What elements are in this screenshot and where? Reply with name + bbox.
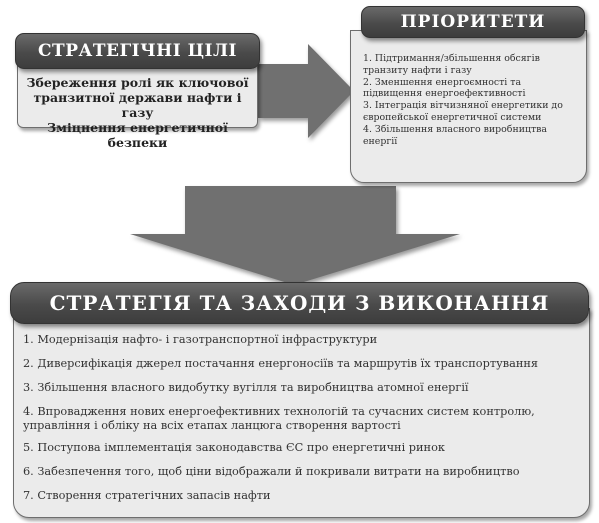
strategy-item: 1. Модернізація нафто- і газотранспортної інфраструктури xyxy=(23,333,378,346)
goal-line: Збереження ролі як ключової xyxy=(26,75,249,90)
strategic-goals-text xyxy=(18,75,257,150)
priority-item: 3. Інтеграція вітчизняної енергетики до європейської енергетичної системи xyxy=(363,100,563,123)
goal-line: транзитної держави нафти і газу xyxy=(33,90,242,120)
strategy-panel xyxy=(13,308,590,518)
priority-item: 2. Зменшення енергоємності та підвищення енергоефективності xyxy=(363,76,526,100)
priority-item: 4. Збільшення власного виробництва енергії xyxy=(363,123,548,147)
right-arrow xyxy=(258,44,358,144)
strategy-item: 5. Поступова імплементація законодавства ЄС про енергетичні ринок xyxy=(23,441,445,454)
priorities-panel xyxy=(350,30,587,183)
strategy-item: 4. Впровадження нових енергоефективних технологій та сучасних систем контролю, управління і обліку на всіх етапах ланцюга створення вартості xyxy=(23,405,535,432)
priority-item: 1. Підтримання/збільшення обсягів транзиту нафти і газу xyxy=(363,53,540,76)
strategy-item: 3. Збільшення власного видобутку вугілля та виробництва атомної енергії xyxy=(23,381,469,394)
strategic-goals-panel xyxy=(17,60,258,150)
strategy-item: 6. Забезпечення того, щоб ціни відображали й покривали витрати на виробництво xyxy=(23,465,520,478)
strategy-item: 7. Створення стратегічних запасів нафти xyxy=(23,489,271,502)
goal-line: Зміцнення енергетичної безпеки xyxy=(47,120,228,150)
priorities-list xyxy=(363,53,580,147)
strategy-title: СТРАТЕГІЯ ТА ЗАХОДИ З ВИКОНАННЯ xyxy=(10,282,589,324)
priorities-title: ПРІОРИТЕТИ xyxy=(361,6,585,38)
strategy-item: 2. Диверсифікація джерел постачання енергоносіїв та маршрутів їх транспортування xyxy=(23,357,539,370)
down-arrow xyxy=(130,186,470,286)
strategic-goals-title: СТРАТЕГІЧНІ ЦІЛІ xyxy=(15,33,260,69)
strategy-list xyxy=(23,333,583,513)
